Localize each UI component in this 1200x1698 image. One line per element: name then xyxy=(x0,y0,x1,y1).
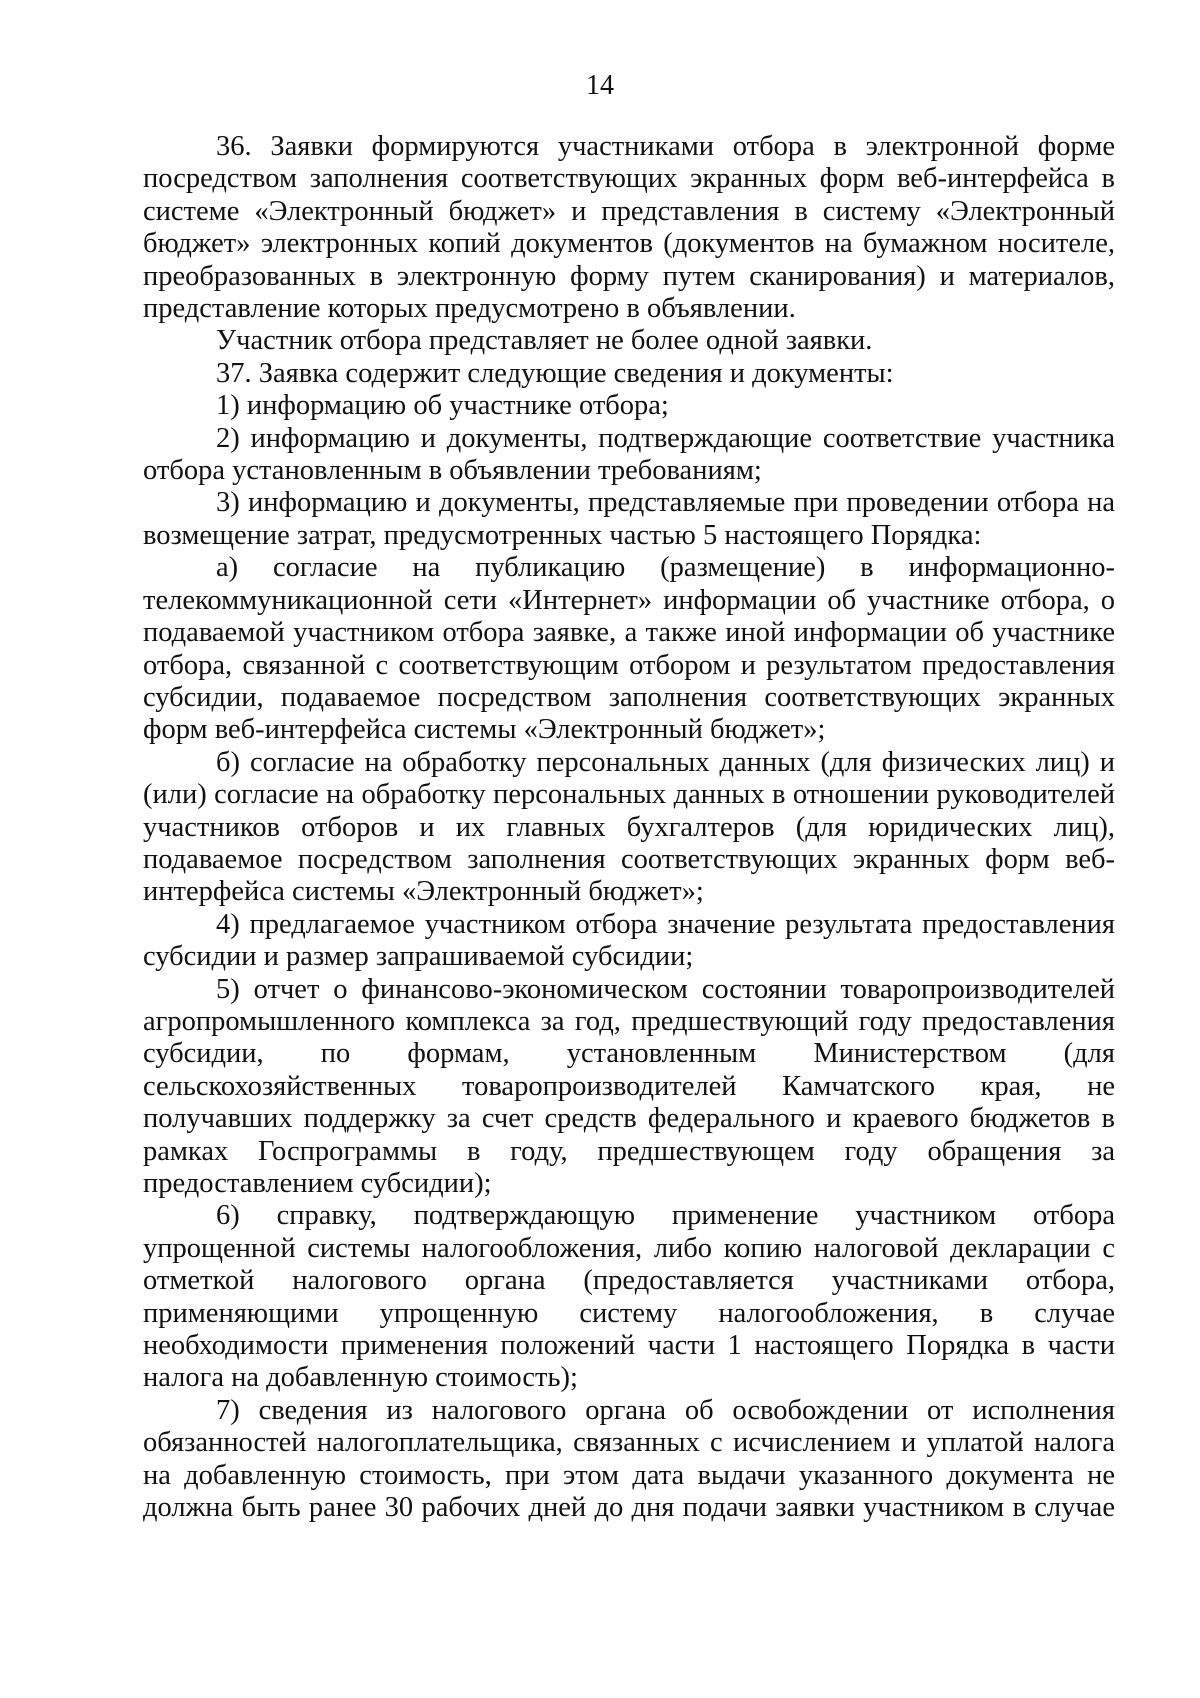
list-item-3b: б) согласие на обработку персональных данных (для физических лиц) и (или) согласие на обработку персональных данных в отношении руководителей участников отборов и их главных бухгалтеров (для юридических лиц), подаваемое посредством заполнения соответствующих экранных форм веб-интерфейса системы «Электронный бюджет»; xyxy=(143,746,1115,908)
document-body xyxy=(143,131,1115,1524)
list-item-5: 5) отчет о финансово-экономическом состоянии товаропроизводителей агропромышленного комплекса за год, предшествующий году предоставления субсидии, по формам, установленным Министерством (для сельскохозяйственных товаропроизводителей Камчатского края, не получавших поддержку за счет средств федерального и краевого бюджетов в рамках Госпрограммы в году, предшествующем году обращения за предоставлением субсидии); xyxy=(143,973,1115,1199)
list-item-2: 2) информацию и документы, подтверждающие соответствие участника отбора установленным в объявлении требованиям; xyxy=(143,422,1115,487)
list-item-6: 6) справку, подтверждающую применение участником отбора упрощенной системы налогообложения, либо копию налоговой декларации с отметкой налогового органа (предоставляется участниками отбора, применяющими упрощенную систему налогообложения, в случае необходимости применения положений части 1 настоящего Порядка в части налога на добавленную стоимость); xyxy=(143,1200,1115,1394)
paragraph-37: 37. Заявка содержит следующие сведения и документы: xyxy=(216,357,894,389)
paragraph-36: 36. Заявки формируются участниками отбора в электронной форме посредством заполнения соответствующих экранных форм веб-интерфейса в системе «Электронный бюджет» и представления в систему «Электронный бюджет» электронных копий документов (документов на бумажном носителе, преобразованных в электронную форму путем сканирования) и материалов, представление которых предусмотрено в объявлении. xyxy=(143,131,1115,325)
list-item-7: 7) сведения из налогового органа об освобождении от исполнения обязанностей налогоплательщика, связанных с исчислением и уплатой налога на добавленную стоимость, при этом дата выдачи указанного документа не должна быть ранее 30 рабочих дней до дня подачи заявки участником в случае xyxy=(143,1394,1115,1524)
list-item-3: 3) информацию и документы, представляемые при проведении отбора на возмещение затрат, предусмотренных частью 5 настоящего Порядка: xyxy=(143,487,1115,551)
paragraph-one-application: Участник отбора представляет не более одной заявки. xyxy=(216,325,873,357)
list-item-4: 4) предлагаемое участником отбора значение результата предоставления субсидии и размер запрашиваемой субсидии; xyxy=(143,908,1115,973)
list-item-1: 1) информацию об участнике отбора; xyxy=(216,390,669,422)
page-number: 14 xyxy=(586,70,614,101)
list-item-3a: а) согласие на публикацию (размещение) в информационно-телекоммуникационной сети «Интернет» информации об участнике отбора, о подаваемой участником отбора заявке, а также иной информации об участнике отбора, связанной с соответствующим отбором и результатом предоставления субсидии, подаваемое посредством заполнения соответствующих экранных форм веб-интерфейса системы «Электронный бюджет»; xyxy=(143,552,1115,746)
